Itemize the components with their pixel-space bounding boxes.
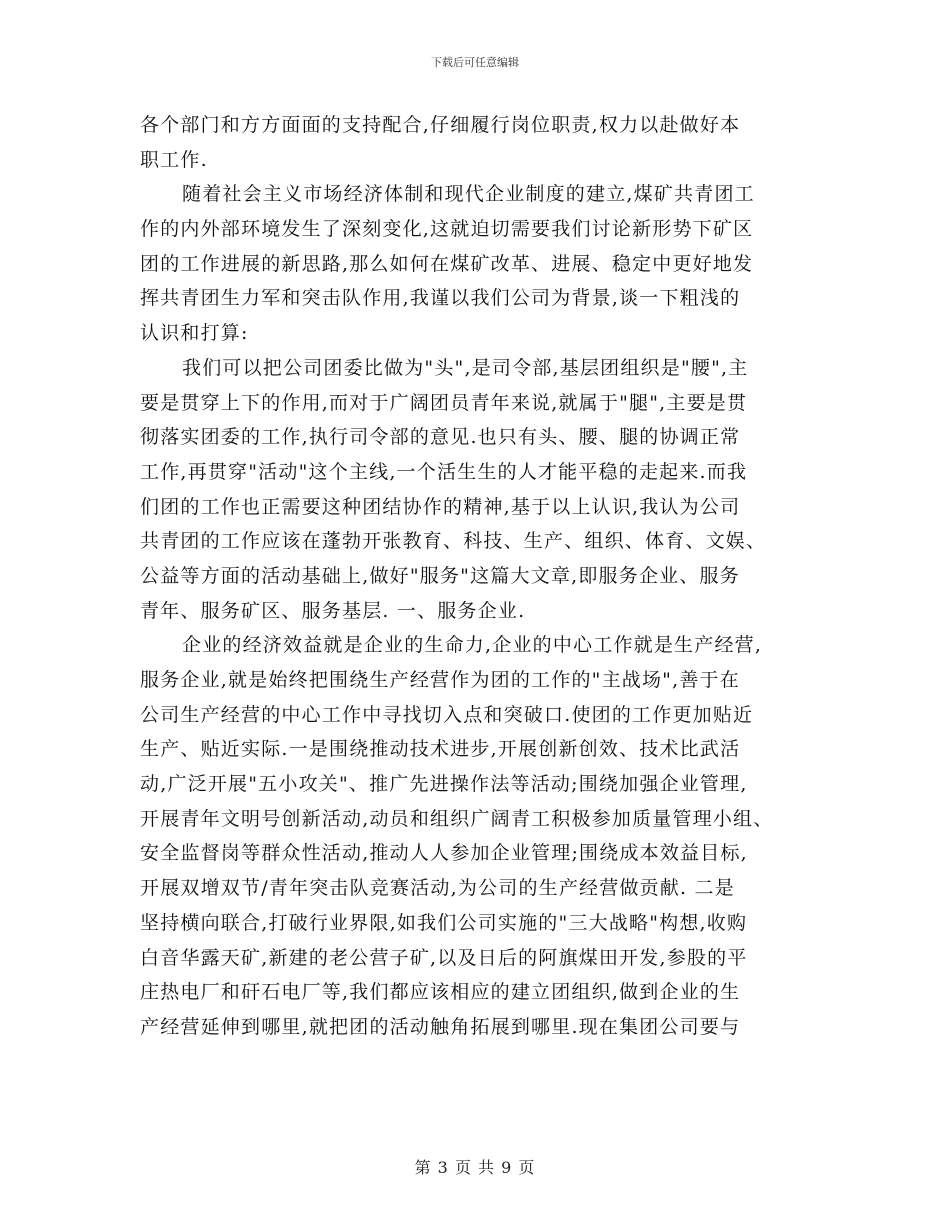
body-text-line: 我们可以把公司团委比做为"头",是司令部,基层团组织是"腰",主 xyxy=(182,356,749,379)
body-text-line: 工作,再贯穿"活动"这个主线,一个活生生的人才能平稳的走起来.而我 xyxy=(140,460,748,483)
body-text-line: 开展青年文明号创新活动,动员和组织广阔青工积极参加质量管理小组、 xyxy=(140,807,774,830)
body-text-line: 生产、贴近实际.一是围绕推动技术进步,开展创新创效、技术比武活 xyxy=(140,738,741,761)
body-text-line: 们团的工作也正需要这种团结协作的精神,基于以上认识,我认为公司 xyxy=(140,495,741,518)
body-text-line: 安全监督岗等群众性活动,推动人人参加企业管理;围绕成本效益目标, xyxy=(140,842,748,865)
body-text-line: 要是贯穿上下的作用,而对于广阔团员青年来说,就属于"腿",主要是贯 xyxy=(140,391,748,414)
body-text-line: 公司生产经营的中心工作中寻找切入点和突破口.使团的工作更加贴近 xyxy=(140,703,754,726)
body-text-line: 挥共青团生力军和突击队作用,我谨以我们公司为背景,谈一下粗浅的 xyxy=(140,287,741,310)
body-text-line: 彻落实团委的工作,执行司令部的意见.也只有头、腰、腿的协调正常 xyxy=(140,426,741,449)
body-text-line: 认识和打算: xyxy=(140,322,249,345)
page-header: 下载后可任意编辑 xyxy=(431,56,519,69)
body-text-line: 职工作. xyxy=(140,148,208,171)
body-text-line: 服务企业,就是始终把围绕生产经营作为团的工作的"主战场",善于在 xyxy=(140,669,740,691)
page-number-footer: 第 3 页 共 9 页 xyxy=(414,1158,536,1177)
body-text-line: 共青团的工作应该在蓬勃开张教育、科技、生产、组织、体育、文娱、 xyxy=(140,530,767,553)
body-text-line: 庄热电厂和矸石电厂等,我们都应该相应的建立团组织,做到企业的生 xyxy=(140,981,741,1004)
body-text-line: 白音华露天矿,新建的老公营子矿,以及日后的阿旗煤田开发,参股的平 xyxy=(140,946,748,969)
body-text-line: 各个部门和方方面面的支持配合,仔细履行岗位职责,权力以赴做好本 xyxy=(140,114,741,136)
body-text-line: 随着社会主义市场经济体制和现代企业制度的建立,煤矿共青团工 xyxy=(182,183,755,206)
body-text-line: 团的工作进展的新思路,那么如何在煤矿改革、进展、稳定中更好地发 xyxy=(140,252,754,275)
body-text-line: 产经营延伸到哪里,就把团的活动触角拓展到哪里.现在集团公司要与 xyxy=(140,1015,741,1038)
body-text-line: 坚持横向联合,打破行业界限,如我们公司实施的"三大战略"构想,收购 xyxy=(140,911,748,934)
document-body xyxy=(140,108,820,1045)
body-text-line: 公益等方面的活动基础上,做好"服务"这篇大文章,即服务企业、服务 xyxy=(140,564,740,587)
body-text-line: 作的内外部环境发生了深刻变化,这就迫切需要我们讨论新形势下矿区 xyxy=(140,218,754,241)
body-text-line: 动,广泛开展"五小攻关"、推广先进操作法等活动;围绕加强企业管理, xyxy=(140,773,748,796)
body-text-line: 企业的经济效益就是企业的生命力,企业的中心工作就是生产经营, xyxy=(182,634,763,657)
body-text-line: 青年、服务矿区、服务基层. 一、服务企业. xyxy=(140,599,526,622)
body-text-line: 开展双增双节/青年突击队竞赛活动,为公司的生产经营做贡献. 二是 xyxy=(140,877,735,900)
